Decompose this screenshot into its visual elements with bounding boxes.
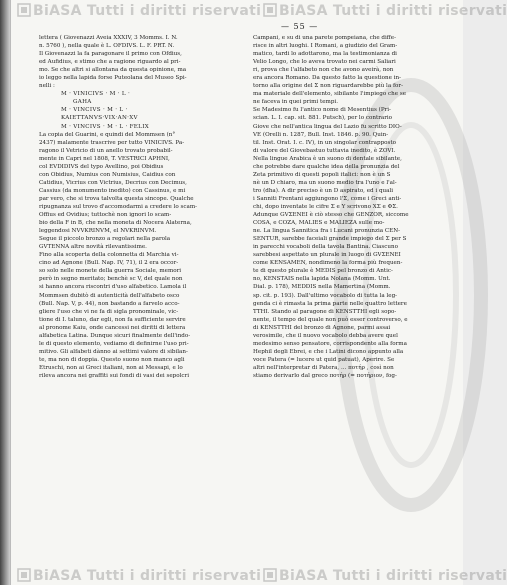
text-line: ri, prova che l'alfabeto non che avono aveirà, non [253,67,394,74]
text-line: si hanno ancora riscontri d'uso alfabetico. Lamola il [39,284,187,291]
text-line: cino ad Agnone (Bull. Nap. IV, 71), il 2 era occor- [39,260,179,267]
text-line: GVTENNA altre novità rilevantissime. [39,244,147,251]
text-line: di valore del Giovebastuo tuttavia inedito, è ZOVI. [253,147,396,154]
watermark-text: BiASA Tutti i diritti riservati [33,568,262,584]
text-line: Hephil degli Ebrei, e che i Latini dicono appunto alla [253,348,404,355]
text-line: verosimile, che il nuovo vocabolo debba avere quel [253,332,398,339]
text-line: Adunque GVΣENEI è ciò stesso che GENZOR, siccome [253,212,409,219]
text-line: nè un D chiaro, ma un suono medio tra l'uno e l'al- [253,179,397,186]
text-line: però in segno meritato; benchè sc V, del quale non [39,276,183,283]
text-line: tro (dha). A dir preciso è un D aspirato, ed i quali [253,187,394,194]
text-line: mitivo. Gli alfabeti dànno ai settimi valore di sibilan- [39,348,188,355]
text-line: ne. La lingua Sannitica fra i Lucani pronunzia CEN- [253,228,401,235]
text-line: M · VINCIVS · M · L · [61,107,128,114]
text-line: Segue il piccolo bronzo a regolari nella parola [39,236,171,243]
text-line: Zeta primitivo di questi popoli italici: non è un S [253,171,391,178]
text-line: no, KENSTAIS nella lapida Nolana (Momm. Unt. [253,276,391,283]
text-line: Offius ed Ovidius; tuttochè non ignori lo scam- [39,212,172,219]
text-line: gliere l'uso che vi ne fa di sigla pronominale, vic- [39,308,179,315]
text-line: GAHA [73,99,92,106]
text-line: (Bull. Nap. V, p. 44), non bastando a farvelo acco- [39,300,180,307]
text-line: TTHI. Stando al paragone di KENSTTHI egli sopo- [253,308,397,315]
watermark-text: BiASA Tutti i diritti riservati [279,3,507,19]
text-line: scian. L. I. cap. sit. 881. Putsch), per lo contrario [253,115,393,122]
text-line: io leggo nella lapida forse Puteolana del Museo Spi- [39,75,187,82]
text-line: Velio Longo, che lo aveva trovato nei carmi Saliari [253,59,396,66]
text-line: n. 5760 ), nella quale è L. OFDIVS. L. F. PRT. N. [39,43,175,50]
text-line: che potrebbe dare qualche idea della pronunzia del [253,163,400,170]
text-line: come KENSAMEN, nondimeno la forma più frequen- [253,260,403,267]
text-line: al pronome Kaiu, onde cancessi nei diritti di lettera [39,324,186,331]
text-line: mente in Capri nel 1808, T. VESTRICI APHNI, [39,155,170,162]
library-logo-icon [17,3,31,17]
text-line: SENTUR, sarebbe faceiali grande impiego del Σ per S [253,236,407,243]
text-line: nente, il tempo del quale non può esser controverso, e [253,316,408,323]
text-line: risce in altri luoghi. I Romani, a giudizio del Gram- [253,43,398,50]
text-line: so solo nelle monete della guerra Sociale, memori [39,268,182,275]
text-line: ma materiale dell'elemento, sibilante l'impiego che se [253,91,407,98]
watermark-text: BiASA Tutti i diritti riservati [279,568,507,584]
text-line: M · VINCIVS · M · L · FELIX [61,123,149,130]
text-line: ne faceva in quei primi tempi. [253,99,338,106]
scanned-page [10,0,507,585]
page-number: — 55 — [281,22,319,31]
library-logo-icon [263,3,277,17]
text-line: chi, dopo inventate le cifre Σ e Y scrivono XΣ e ΦΣ. [253,203,398,210]
text-line: M · VINICIVS · M · L · [61,91,131,98]
text-line: le di questo elemento, vediamo di definirne l'uso pri- [39,340,189,347]
text-line: altri nell'interpretar di Patera, ... ποτήρ , così non [253,364,394,371]
text-line: Il Giovenazzi la fa paragonare il primo con Ofdius, [39,51,182,58]
text-line: til. Inst. Orat. I. c. IV), in un singolar contrapposto [253,139,397,146]
text-line: 2437) malamente trascrive per tutto VINICIVS. Pa- [39,139,185,146]
text-line: medesimo senso pensatore, corrispondente alla forma [253,340,407,347]
text-line: alfabetica Latina. Dunque sicuri finalmente dell'indo- [39,332,191,339]
text-line: genda ci è rimasta la prima parte nelle quattro lettere [253,300,407,307]
text-line: Dial. p. 178), MEDDIS nella Mamertina (Momm. [253,284,391,291]
latin-inscription [39,90,244,130]
text-line: stiamo derivarlo dal greco ποτήρ (= ποτήριον, fog- [253,372,397,379]
text-line: VE (Orelli n. 1287, Bull. Inst. 1846. p. 90. Quin- [253,131,389,138]
text-line: La copia del Guarini, e quindi del Mommsen (n° [39,131,176,138]
text-line: KAIETTANVS·VIX·AN·XV [61,115,138,122]
text-line: Etruschi, non ai Greci italiani, non ai Messapi, e lo [39,364,183,371]
text-line: voce Patera (= lucere ut quid patuat), Aperire. Se [253,356,395,363]
text-line: ed Aufidius, e stimo che a ragione riguardo al pri- [39,59,181,66]
text-line: matico, tardi lo adottarono, ma la testimonianza di [253,51,397,58]
library-logo-icon [263,568,277,582]
text-line: te, ma non di doppia. Questo suono non manco agli [39,356,185,363]
text-line: Se Madesimo fu l'antico nome di Mesentius (Pri- [253,107,391,114]
text-line: tione di I. taluno, dar egli, non fa sufficiente servire [39,316,186,323]
left-paragraph-2 [39,131,244,380]
left-text-column [39,34,244,380]
text-line: mo. Se che altri si allontana da questa opinione, ma [39,67,187,74]
text-line: Catidius, Vicrius con Victrius, Decrius con Decimus, [39,179,187,186]
text-line: COSA, e COZA, MALIES e MALIEZA sulle mo- [253,220,385,227]
library-logo-icon [17,568,31,582]
text-line: con Obidius, Numius con Numisius, Caidius con [39,171,176,178]
text-line: Giove che nell'antica lingua del Lazio fu scritto DIO- [253,123,402,130]
text-line: Mommsen dubitò di autenticità dell'alfabeto osco [39,292,180,299]
text-line: di KENSTTHI del bronzo di Agnone, parmi assai [253,324,391,331]
left-paragraph-1 [39,34,244,90]
text-line: leggendosi NVVKRINVM, el NVKRINVM. [39,228,157,235]
text-line: i Sanniti Frentani aggiungono l'Σ, come i Greci anti- [253,195,402,202]
text-line: torno alla origine del Σ non riguardarebbe più la for- [253,83,403,90]
text-line: Campani, e su di una parete pompeiana, che diffe- [253,35,396,41]
text-line: era ancora Romano. Da questo fatto la questione in- [253,75,402,82]
text-line: in parecchi vocaboli della tavola Bantina. Ciascuno [253,244,398,251]
text-line: Nella lingue Arabica è un suono di dentale sibilante, [253,155,402,162]
text-line: Fino alla scoperta della colonnetta di Marchia vi- [39,252,179,259]
watermark-text: BiASA Tutti i diritti riservati [33,3,262,19]
text-line: nelli : [39,83,55,90]
text-line: sp. cit. p. 193). Dall'ultimo vocabolo di tutta la leg- [253,292,398,299]
text-line: sarebbesi aspettato un plurale in luogo di GVΣENEI [253,252,401,259]
text-line: ragono il Vetricio di un anello trovato probabil- [39,147,173,154]
text-line: ripugnanza sul trovo d'accomodarmi a credere lo scam- [39,203,198,210]
right-text-column [253,34,458,380]
right-paragraph [253,34,458,380]
text-line: Cassius (da monumento inedito) con Cassinus, e mi [39,187,186,194]
text-line: col EVDIDIVS del typo Avellino, poi Obidius [39,163,164,170]
text-line: bio della F in B, che nella moneta di Nocera Alaterna, [39,220,192,227]
text-line: rileva ancora nei graffiti sui fondi di vasi dei sepolcri [39,372,189,379]
book-binding-gutter [0,0,10,585]
text-line: te di questo plurale è MEDIS pel bronzo di Antic- [253,268,393,275]
text-line: lettera ( Giovenazzi Aveia XXXIV, 3 Momms. I. N. [39,35,178,41]
text-line: par vero, che si trova talvolta questa sincope. Qualche [39,195,194,202]
